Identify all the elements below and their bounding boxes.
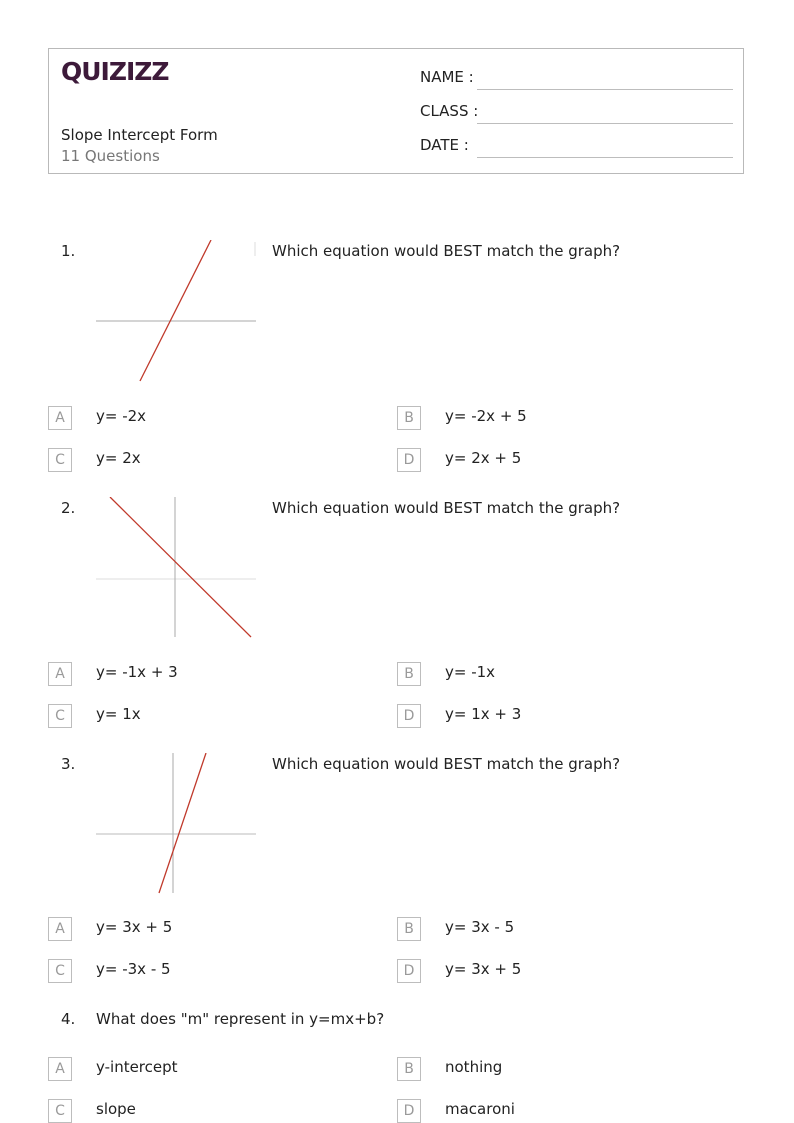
option-letter-box[interactable]: B	[397, 1057, 421, 1081]
option-text: slope	[96, 1100, 136, 1118]
name-label: NAME :	[420, 68, 474, 86]
question-2-graph	[96, 497, 256, 639]
graph-line	[110, 497, 251, 637]
option-text: y= -1x	[445, 663, 496, 681]
question-1-graph	[96, 240, 256, 382]
option-letter-box[interactable]: C	[48, 959, 72, 983]
date-label: DATE :	[420, 136, 469, 154]
option-letter-box[interactable]: C	[48, 448, 72, 472]
option-letter-box[interactable]: C	[48, 1099, 72, 1123]
option-text: macaroni	[445, 1100, 515, 1118]
worksheet-header	[48, 48, 744, 174]
date-line[interactable]	[477, 157, 733, 158]
option-text: y= 3x + 5	[96, 918, 173, 936]
question-number: 2.	[61, 499, 76, 517]
option-text: y= 1x + 3	[445, 705, 522, 723]
option-letter-box[interactable]: D	[397, 959, 421, 983]
option-text: y= -2x	[96, 407, 147, 425]
option-letter-box[interactable]: B	[397, 662, 421, 686]
option-letter-box[interactable]: D	[397, 448, 421, 472]
question-text: Which equation would BEST match the graph?	[272, 499, 621, 517]
option-text: nothing	[445, 1058, 503, 1076]
worksheet-title: Slope Intercept Form	[61, 126, 218, 144]
option-letter-box[interactable]: D	[397, 704, 421, 728]
question-number: 3.	[61, 755, 76, 773]
option-text: y= 3x + 5	[445, 960, 522, 978]
quizizz-logo: QUIZIZZ	[61, 57, 169, 86]
option-letter-box[interactable]: C	[48, 704, 72, 728]
option-text: y= 1x	[96, 705, 141, 723]
option-text: y= 2x	[96, 449, 141, 467]
question-count: 11 Questions	[61, 147, 160, 165]
option-text: y= 3x - 5	[445, 918, 515, 936]
option-letter-box[interactable]: D	[397, 1099, 421, 1123]
question-number: 1.	[61, 242, 76, 260]
option-text: y-intercept	[96, 1058, 178, 1076]
class-line[interactable]	[477, 123, 733, 124]
option-text: y= 2x + 5	[445, 449, 522, 467]
question-text: Which equation would BEST match the graph?	[272, 755, 621, 773]
option-letter-box[interactable]: B	[397, 917, 421, 941]
question-text: What does "m" represent in y=mx+b?	[96, 1010, 385, 1028]
option-letter-box[interactable]: A	[48, 1057, 72, 1081]
class-label: CLASS :	[420, 102, 479, 120]
name-field[interactable]	[420, 68, 733, 90]
date-field[interactable]	[420, 136, 733, 158]
graph-line	[159, 753, 206, 893]
option-letter-box[interactable]: B	[397, 406, 421, 430]
graph-line	[140, 240, 211, 381]
option-letter-box[interactable]: A	[48, 662, 72, 686]
name-line[interactable]	[477, 89, 733, 90]
option-letter-box[interactable]: A	[48, 406, 72, 430]
option-text: y= -2x + 5	[445, 407, 527, 425]
class-field[interactable]	[420, 102, 733, 124]
question-text: Which equation would BEST match the graph?	[272, 242, 621, 260]
option-letter-box[interactable]: A	[48, 917, 72, 941]
option-text: y= -3x - 5	[96, 960, 171, 978]
question-number: 4.	[61, 1010, 76, 1028]
question-3-graph	[96, 753, 256, 895]
option-text: y= -1x + 3	[96, 663, 178, 681]
